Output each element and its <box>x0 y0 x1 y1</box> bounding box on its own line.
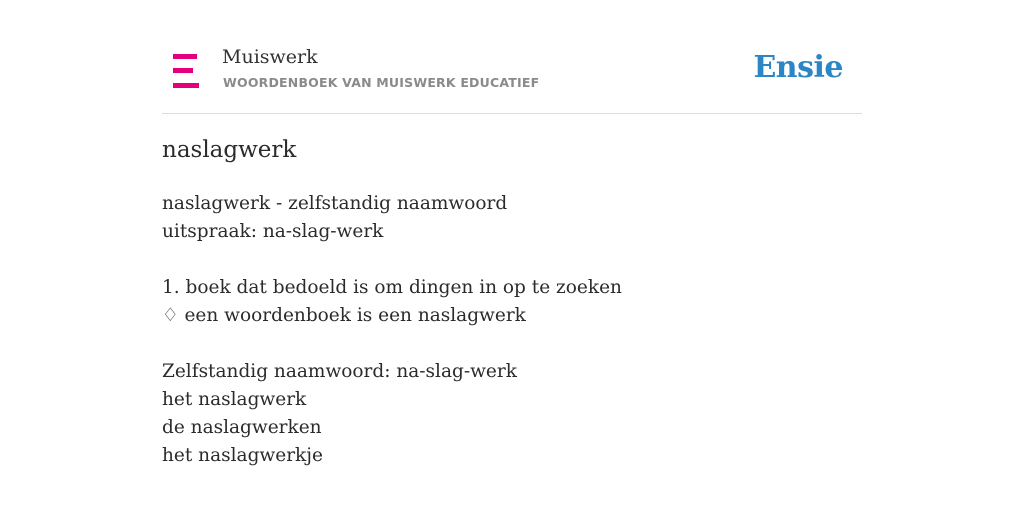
logo-bar-top <box>173 54 197 59</box>
logo-bar-bottom <box>173 83 199 88</box>
brand-subtitle: WOORDENBOEK VAN MUISWERK EDUCATIEF <box>223 75 540 90</box>
entry-line-diminutive: het naslagwerkje <box>162 445 323 466</box>
entry-line-word-class: naslagwerk - zelfstandig naamwoord <box>162 193 508 214</box>
brand-name-link[interactable]: Muiswerk <box>222 46 318 68</box>
entry-line-meaning: 1. boek dat bedoeld is om dingen in op te zoeken <box>162 277 622 298</box>
entry-line-plural: de naslagwerken <box>162 417 322 438</box>
logo-bar-middle <box>173 68 193 73</box>
entry-line-blank <box>162 246 622 274</box>
page-container <box>162 0 862 466</box>
entry-line-blank <box>162 330 622 358</box>
entry-line-example: ♢ een woordenboek is een naslagwerk <box>162 305 526 326</box>
entry-line-syllables: Zelfstandig naamwoord: na-slag-werk <box>162 361 517 382</box>
muiswerk-logo-icon[interactable] <box>173 54 199 88</box>
page-title: naslagwerk <box>162 137 297 163</box>
entry-line-pronunciation: uitspraak: na-slag-werk <box>162 221 384 242</box>
site-header <box>162 0 862 114</box>
entry-line-singular: het naslagwerk <box>162 389 307 410</box>
entry-definition <box>162 190 622 470</box>
ensie-logo-link[interactable]: Ensie <box>753 50 843 85</box>
